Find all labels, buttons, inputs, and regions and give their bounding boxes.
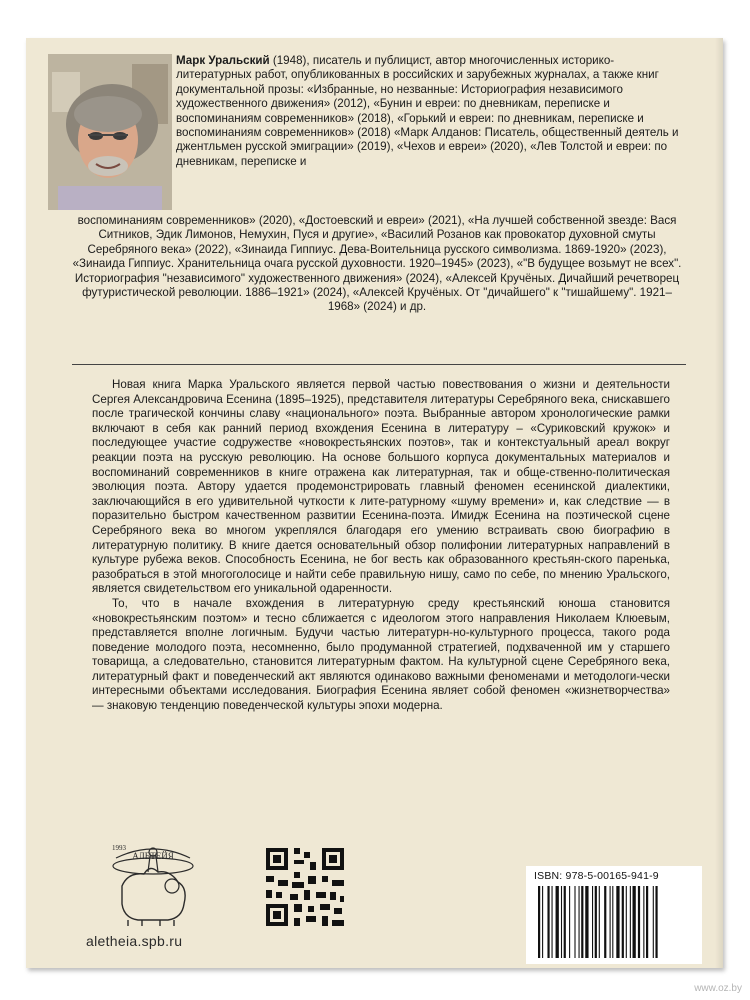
author-name: Марк Уральский xyxy=(176,54,270,67)
section-divider xyxy=(72,364,686,365)
barcode-stripes xyxy=(536,886,692,958)
author-photo xyxy=(48,54,172,210)
publisher-logo xyxy=(98,828,208,928)
description-paragraph-1: Новая книга Марка Уральского является первой частью повествования о жизни и деятельности Сергея Александровича Есенина (1895–1925), представителя литературы Серебряного века, снискавшего после трагической кончины славу «национального» поэта. Выбранные автором хронологические рамки включают в себя как ранний период вхождения Есенина в литературу – «Суриковский кружок» и последующее участие содружестве «новокрестьянских поэтов», так и контекстуальный ареал вокруг реакции поэта на русскую революцию. На основе большого корпуса документальных материалов и воспоминаний современников в книге отражена как литературная, так и обще-ственно-политическая эволюция поэта. Автору удается продемонстрировать главный феномен есенинской диалектики, заключающийся в его удивительной чуткости к лите-ратурному «шуму времени» и, как следствие — в поразительно быстром качественном развитии Есенина-поэта. Имидж Есенина на поэтической сцене Серебряного века во многом укреплялся благодаря его умению встраивать свою биографию в литературную политику. В книге дается основательный обзор полифонии литературных направлений в культуре рубежа веков. Способность Есенина, не бог весть как образованного крестьян-ского паренька, разобраться в этой многоголосице и найти себе правильную нишу, само по себе, по мнению Уральского, является свидетельством его уникальной одаренности. xyxy=(92,378,670,596)
author-bio-continuation: воспоминаниям современников» (2020), «Достоевский и евреи» (2021), «На лучшей собственной звезде: Вася Ситников, Эдик Лимонов, Немухин, Пуся и другие», «Василий Розанов как провокатор духовной смуты Серебряного века» (2022), «Зинаида Гиппиус. Дева-Воительница русского символизма. 1869-1920» (2023), «Зинаида Гиппиус. Хранительница очага русской духовности. 1920–1945» (2023), «"В будущее возьмут не всех". Историография "независимого" художественного движения» (2024), «Алексей Кручёных. Дичайший речетворец футуристической революции. 1886–1921» (2024), «Алексей Кручёных. От "дичайшего" к "тишайшему". 1921–1968» (2024) и др. xyxy=(72,214,682,314)
watermark: www.oz.by xyxy=(694,983,742,994)
publisher-logo-text: АЛЕТЕЙЯ xyxy=(132,851,174,861)
isbn-number: ISBN: 978-5-00165-941-9 xyxy=(534,870,659,882)
aletheia-lion-logo xyxy=(98,828,208,928)
book-description xyxy=(92,378,670,714)
author-portrait-illustration xyxy=(48,54,172,210)
isbn-barcode xyxy=(526,866,702,964)
publisher-website[interactable]: aletheia.spb.ru xyxy=(86,933,183,949)
author-bio-text: (1948), писатель и публицист, автор многочисленных историко-литературных работ, опубликованных в российских и зарубежных журналах, а также книг документальной прозы: «Избранные, но незванные: Историография независимого художественного движения» (2012), «Бунин и евреи: по дневникам, переписке и воспоминаниям современников» (2018), «Горький и евреи: по дневникам, переписке и воспоминаниям современников» (2018) «Марк Алданов: Писатель, общественный деятель и джентльмен русской эмиграции» (2019), «Чехов и евреи» (2020), «Лев Толстой и евреи: по дневникам, переписке и xyxy=(176,54,679,168)
publisher-logo-year: 1993 xyxy=(112,844,126,852)
qr-code-graphic xyxy=(264,846,346,928)
description-paragraph-2: То, что в начале вхождения в литературную среду крестьянский юноша становится «новокрестьянским поэтом» и тесно сближается с идеологом этого направления Николаем Клюевым, представляется вполне логичным. Будучи частью литературн-но-культурного процесса, такого рода поведение молодого поэта, несомненно, было продуманной стратегией, подхваченной им у старшего товарища, а следовательно, становится литературным фактом. На культурной сцене Серебряного века, литературный факт и поведенческий акт являются одинаково важными феноменами и методологи-чески интересными объектами исследования. Биография Есенина являет собой феномен «жизнетворчества» — знаковую тенденцию поведенческой культуры эпохи модерна. xyxy=(92,596,670,713)
author-bio xyxy=(176,54,681,169)
cover-edge-shade xyxy=(715,38,723,968)
qr-code[interactable] xyxy=(264,846,346,928)
book-back-cover xyxy=(26,38,723,968)
